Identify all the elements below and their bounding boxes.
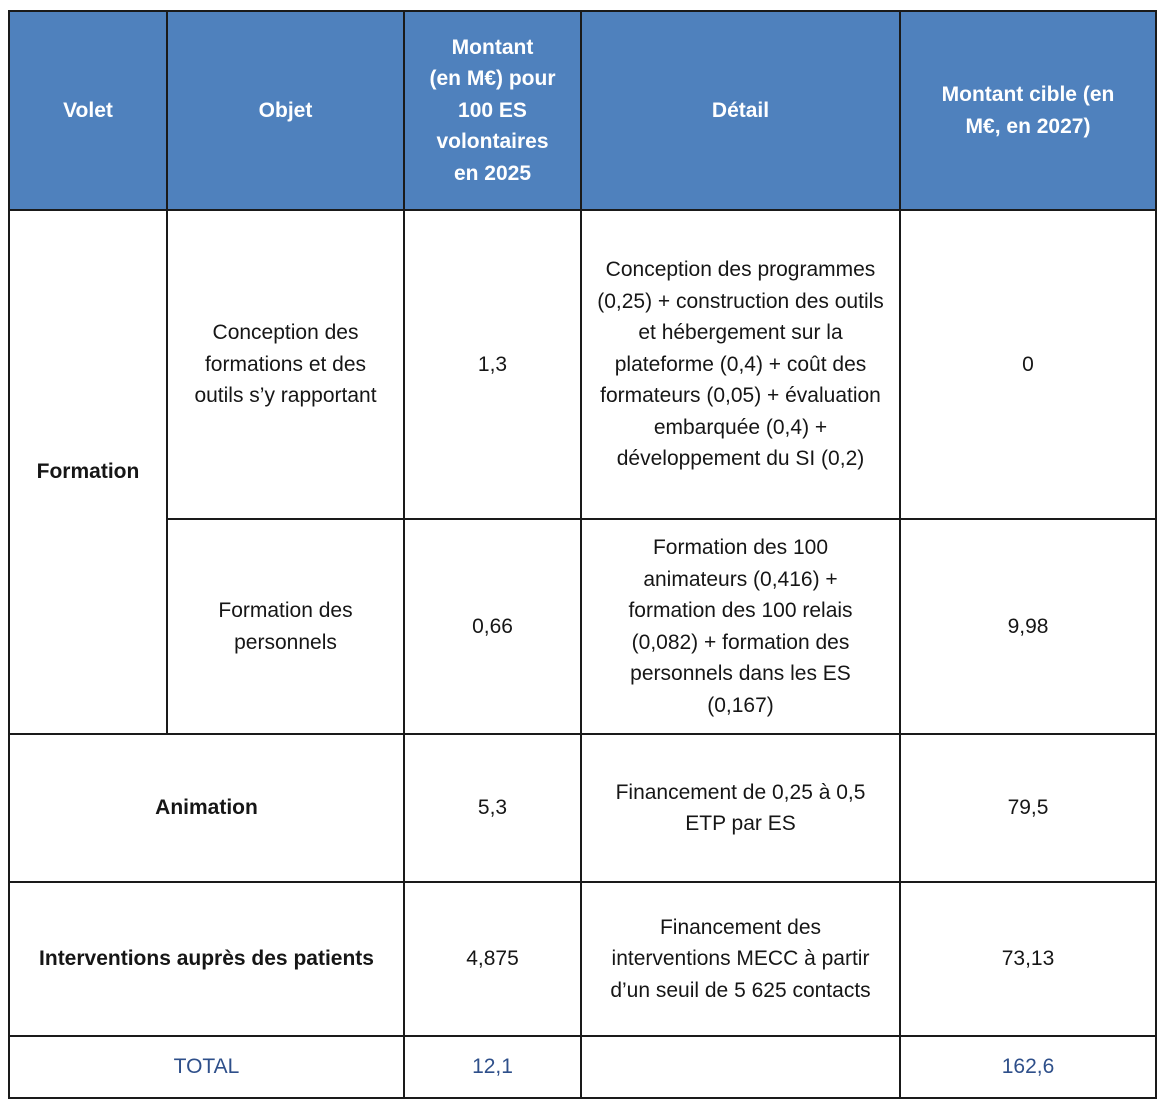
header-volet: Volet <box>9 11 167 210</box>
objet-cell: Formation des personnels <box>167 519 404 734</box>
montant-cible-cell: 79,5 <box>900 734 1156 882</box>
detail-cell: Financement de 0,25 à 0,5 ETP par ES <box>581 734 900 882</box>
table-row <box>9 734 1156 882</box>
header-row <box>9 11 1156 210</box>
montant-cell: 0,66 <box>404 519 581 734</box>
total-montant: 12,1 <box>404 1036 581 1098</box>
montant-cell: 1,3 <box>404 210 581 519</box>
table-row <box>9 882 1156 1036</box>
montant-cell: 5,3 <box>404 734 581 882</box>
table-row <box>9 519 1156 734</box>
header-montant-cible: Montant cible (en M€, en 2027) <box>900 11 1156 210</box>
montant-cell: 4,875 <box>404 882 581 1036</box>
table-row <box>9 210 1156 519</box>
volet-formation: Formation <box>9 210 167 734</box>
detail-cell: Formation des 100 animateurs (0,416) + formation des 100 relais (0,082) + formation des personnels dans les ES (0,167) <box>581 519 900 734</box>
montant-cible-cell: 9,98 <box>900 519 1156 734</box>
objet-cell: Conception des formations et des outils s’y rapportant <box>167 210 404 519</box>
total-montant-cible: 162,6 <box>900 1036 1156 1098</box>
budget-table <box>8 10 1157 1099</box>
volet-animation: Animation <box>9 734 404 882</box>
total-row <box>9 1036 1156 1098</box>
volet-interventions: Interventions auprès des patients <box>9 882 404 1036</box>
montant-cible-cell: 73,13 <box>900 882 1156 1036</box>
total-label: TOTAL <box>9 1036 404 1098</box>
header-detail: Détail <box>581 11 900 210</box>
header-objet: Objet <box>167 11 404 210</box>
detail-cell: Conception des programmes (0,25) + construction des outils et hébergement sur la plateforme (0,4) + coût des formateurs (0,05) + évaluation embarquée (0,4) + développement du SI (0,2) <box>581 210 900 519</box>
header-montant: Montant (en M€) pour 100 ES volontaires en 2025 <box>404 11 581 210</box>
total-detail <box>581 1036 900 1098</box>
montant-cible-cell: 0 <box>900 210 1156 519</box>
detail-cell: Financement des interventions MECC à partir d’un seuil de 5 625 contacts <box>581 882 900 1036</box>
